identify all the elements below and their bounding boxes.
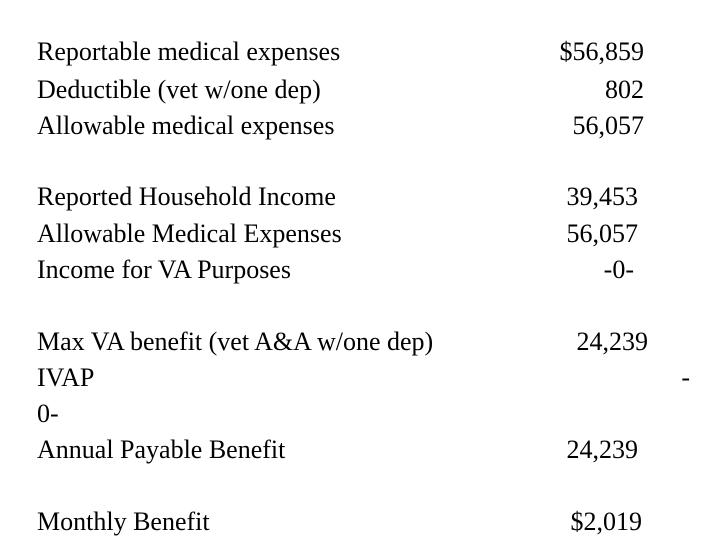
income-for-va-purposes-label: Income for VA Purposes <box>37 255 291 284</box>
annual-payable-benefit-label: Annual Payable Benefit <box>37 435 286 464</box>
reportable-medical-expenses-label: Reportable medical expenses <box>37 37 341 66</box>
income-for-va-purposes-value: -0- <box>603 255 634 284</box>
monthly-benefit-value: $2,019 <box>570 507 642 536</box>
ivap-label: IVAP <box>37 363 95 392</box>
reported-household-income-label: Reported Household Income <box>37 182 336 211</box>
max-va-benefit-value: 24,239 <box>576 327 648 356</box>
deductible-value: 802 <box>605 75 644 104</box>
reportable-medical-expenses-value: $56,859 <box>559 37 644 66</box>
deductible-label: Deductible (vet w/one dep) <box>37 75 321 104</box>
allowable-medical-expenses-value: 56,057 <box>572 111 644 140</box>
annual-payable-benefit-value: 24,239 <box>566 435 638 464</box>
allowable-medical-expenses-label: Allowable medical expenses <box>37 111 335 140</box>
monthly-benefit-label: Monthly Benefit <box>37 507 210 536</box>
ivap-value-dash: - <box>681 363 690 392</box>
ivap-value-zero: 0- <box>37 399 59 428</box>
allowable-medical-expenses-income-value: 56,057 <box>566 219 638 248</box>
max-va-benefit-label: Max VA benefit (vet A&A w/one dep) <box>37 327 434 356</box>
reported-household-income-value: 39,453 <box>566 182 638 211</box>
allowable-medical-expenses-income-label: Allowable Medical Expenses <box>37 219 342 248</box>
